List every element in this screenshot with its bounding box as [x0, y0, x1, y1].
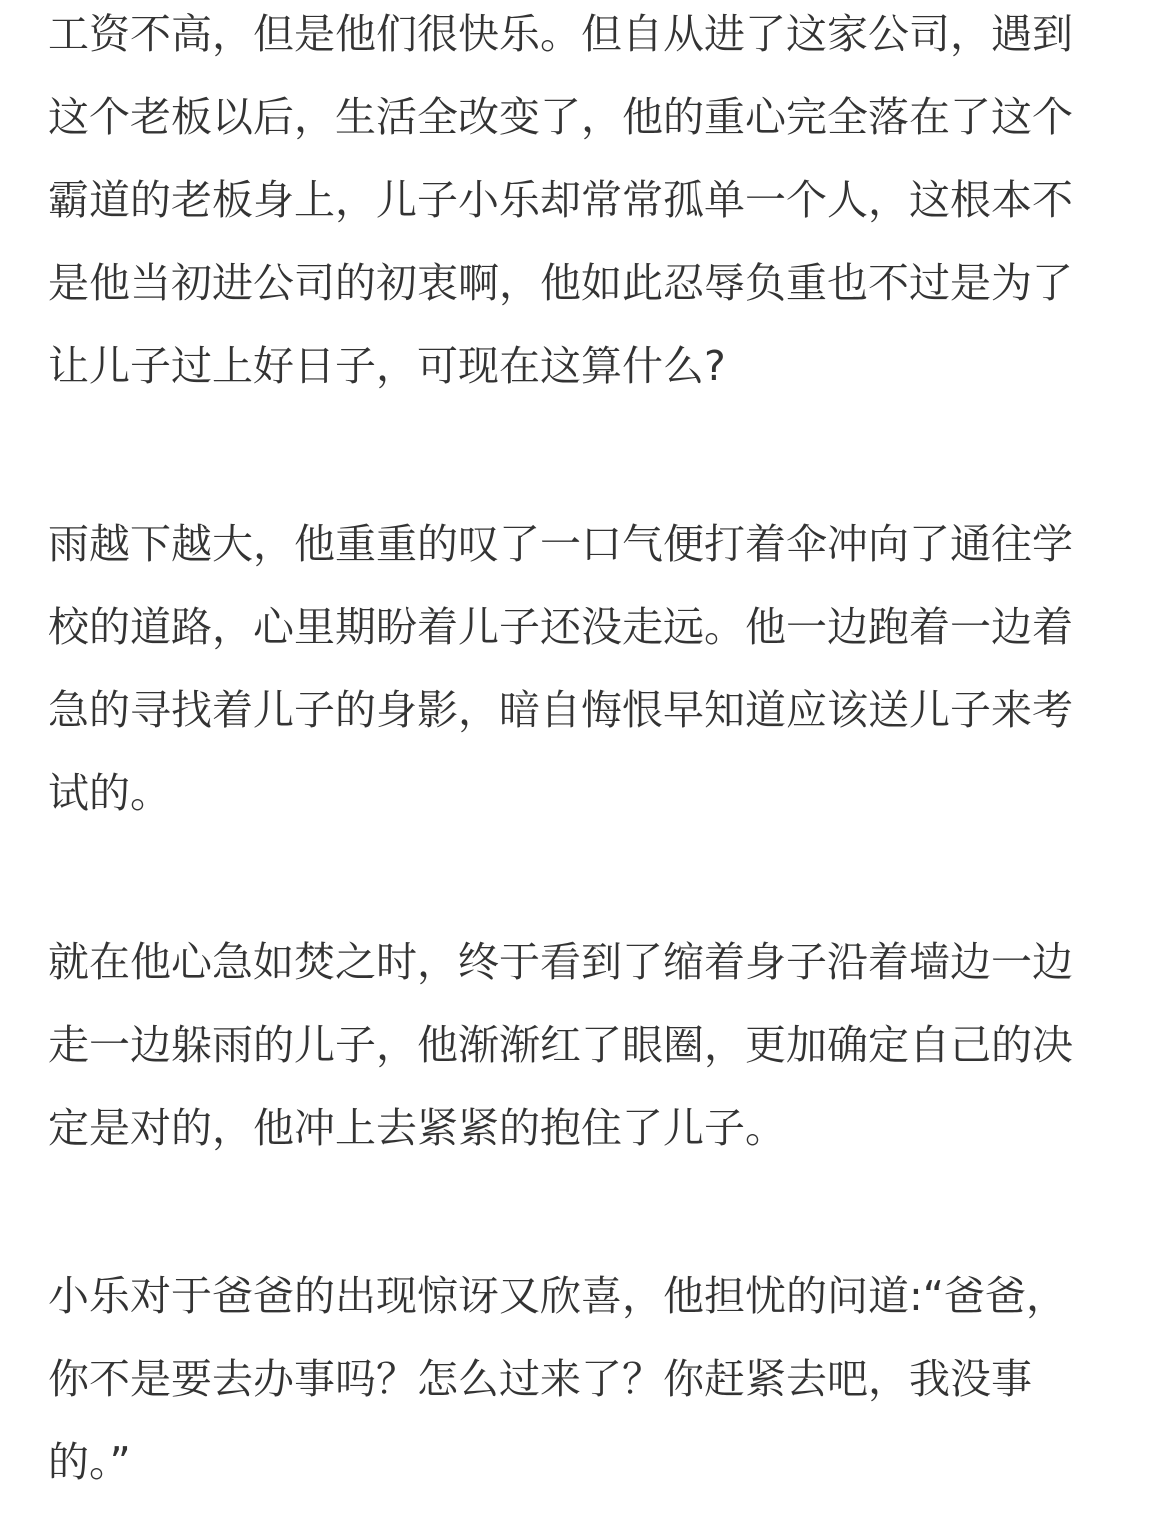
paragraph: 工资不高，但是他们很快乐。但自从进了这家公司，遇到 这个老板以后，生活全改变了，他的重心完全落在了这个 霸道的老板身上，儿子小乐却常常孤单一个人，这根本不 是他当初进公司的初衷啊，他如此忍辱负重也不过是为了 让儿子过上好日子，可现在这算什么? — [48, 10, 1073, 390]
paragraph: 雨越下越大，他重重的叹了一口气便打着伞冲向了通往学 校的道路，心里期盼着儿子还没走远。他一边跑着一边着 急的寻找着儿子的身影，暗自悔恨早知道应该送儿子来考 试的。 — [48, 520, 1073, 817]
paragraph: 就在他心急如焚之时，终于看到了缩着身子沿着墙边一边 走一边躲雨的儿子，他渐渐红了眼圈，更加确定自己的决 定是对的，他冲上去紧紧的抱住了儿子。 — [48, 938, 1073, 1152]
paragraph: 小乐对于爸爸的出现惊讶又欣喜，他担忧的问道:“爸爸， 你不是要去办事吗？怎么过来了？你赶紧去吧，我没事 的。” — [48, 1272, 1068, 1486]
